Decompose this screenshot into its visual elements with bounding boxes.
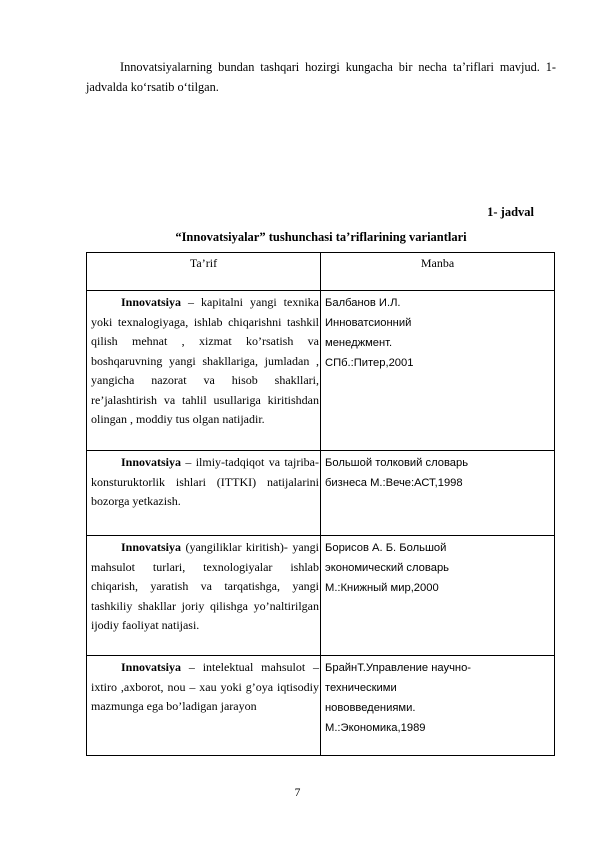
source-line: БрайнТ.Управление научно-: [325, 662, 472, 674]
source-cell: [321, 291, 555, 451]
table-row: [87, 656, 555, 756]
source-text: [321, 291, 554, 373]
source-line: нововведениями.: [325, 702, 416, 714]
table-title: “Innovatsiyalar” tushunchasi ta’riflarining variantlari: [175, 230, 467, 244]
definitions-table: [86, 252, 555, 756]
definition-body: (yangiliklar kiritish)- yangi mahsulot turlari, texnologiyalar ishlab chiqarish, yaratish va tarqatishga, yangi tashkiliy shakllar joriy qilishga yo’naltirilgan ijodiy faoliyat natijasi.: [91, 540, 319, 632]
table-header-row: [87, 253, 555, 291]
source-line: менеджмент.: [325, 337, 393, 349]
source-line: СПб.:Питер,2001: [325, 357, 414, 369]
definition-cell: [87, 451, 321, 536]
source-line: Борисов А. Б. Большой: [325, 542, 447, 554]
source-cell: [321, 536, 555, 656]
source-line: Большой толковий словарь: [325, 457, 469, 469]
source-line: техническими: [325, 682, 397, 694]
table-row: [87, 291, 555, 451]
definition-text: [87, 536, 320, 636]
definition-body: – kapitalni yangi texnika yoki texnalogiyaga, ishlab chiqarishni tashkil qilish mehnat , xizmat ko’rsatish va boshqaruvning yangi shakllariga, jumladan , yangicha nazorat va hisob shakllari, re’jalashtirish va tahlil usullariga kiritishdan olingan , moddiy tus olgan natijadir.: [91, 295, 319, 426]
definition-body: – ilmiy-tadqiqot va tajriba-konsturuktorlik ishlari (ITTKI) natijalarini bozorga yetkazish.: [91, 455, 319, 508]
table-row: [87, 451, 555, 536]
source-text: [321, 451, 554, 493]
page-number: 7: [294, 787, 301, 799]
definition-cell: [87, 291, 321, 451]
source-text: [321, 656, 554, 738]
definition-text: [87, 656, 320, 717]
intro-paragraph: Innovatsiyalarning bundan tashqari hozirgi kungacha bir necha ta’riflari mavjud. 1-jadvalda ko‘rsatib o‘tilgan.: [86, 60, 556, 94]
definition-body: – intelektual mahsulot – ixtiro ,axborot, nou – xau yoki g’oya iqtisodiy mazmunga ega bo’ladigan jarayon: [91, 660, 319, 713]
source-line: бизнеса М.:Вече:АСТ,1998: [325, 477, 463, 489]
source-cell: [321, 656, 555, 756]
definition-term: Innovatsiya: [121, 295, 182, 309]
definition-term: Innovatsiya: [121, 660, 182, 674]
definition-text: [87, 451, 320, 512]
column-header-definition: Ta’rif: [87, 253, 321, 291]
source-cell: [321, 451, 555, 536]
definition-term: Innovatsiya: [121, 540, 182, 554]
definition-cell: [87, 656, 321, 756]
table-number: 1- jadval: [487, 205, 534, 219]
table-row: [87, 536, 555, 656]
definition-text: [87, 291, 320, 430]
definition-cell: [87, 536, 321, 656]
source-line: экономический словарь: [325, 562, 449, 574]
source-line: М.:Книжный мир,2000: [325, 582, 439, 594]
source-line: М.:Экономика,1989: [325, 722, 426, 734]
source-text: [321, 536, 554, 598]
source-line: Инноватсионний: [325, 317, 412, 329]
definition-term: Innovatsiya: [121, 455, 182, 469]
source-line: Балбанов И.Л.: [325, 297, 401, 309]
column-header-source: Manba: [321, 253, 555, 291]
